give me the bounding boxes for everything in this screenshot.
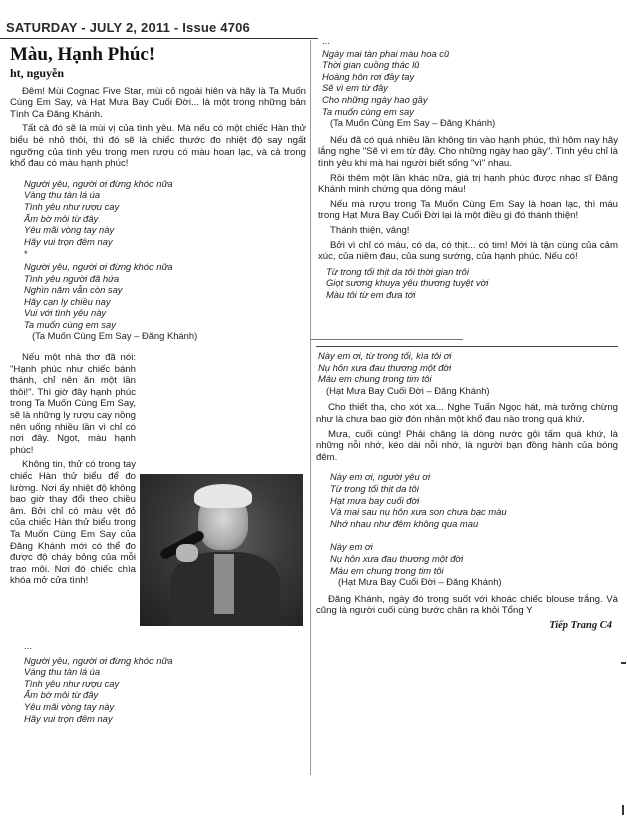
lyric-line: Ngày mai tàn phai màu hoa cũ [322, 47, 450, 59]
left-column-bottom [10, 641, 306, 727]
lyrics-verse-5 [326, 266, 618, 301]
lyrics-verse-4 [322, 48, 618, 129]
lyric-line: Hoàng hôn rơi đầy tay [322, 70, 415, 82]
closing-paragraph: Đăng Khánh, ngày đó trong suốt với khoác chiếc blouse trắng. Và cũng là người cuối cùng bước chân ra khỏi Tổng Y [316, 593, 618, 617]
issue-header: SATURDAY - JULY 2, 2011 - Issue 4706 [6, 20, 250, 35]
ellipsis: ... [322, 36, 330, 47]
lyric-line: Ấm bờ môi từ đây [24, 212, 99, 224]
intro-paragraph: Tất cả đó sẽ là mùi vị của tình yêu. Mà nếu có một chiếc Hàn thử biểu bé nhỏ thôi, thì đó sẽ là chiếc thước đo nhiệt độ say ngất ngưỡng của tình yêu trong men rượu có màu hoan lạc, và cả trong khổ đau có màu hạnh phúc! [10, 123, 306, 170]
lyrics-verse-7 [330, 471, 618, 529]
lyric-line: Ta muốn cùng em say [322, 105, 414, 117]
lyric-line: Từ trong tối thịt da tôi [330, 482, 419, 494]
edge-mark [622, 805, 624, 815]
lyric-line: Cho những ngày hao gầy [322, 93, 428, 105]
body-paragraph: Nếu đã có quá nhiều lần không tin vào hạnh phúc, thì hôm nay hãy lắng nghe "Sẽ vì em từ đây. Cho những ngày hao gầy". Tình yêu chỉ là tình yêu khi mà hai người biết sống "vì" nhau. [318, 134, 618, 169]
lyric-line: Nụ hôn xưa đau thương một đời [318, 361, 452, 373]
edge-mark [621, 662, 626, 664]
article-title: Màu, Hạnh Phúc! [10, 44, 156, 65]
clipping-edge-rule [311, 339, 463, 340]
body-paragraph: Nếu mà rượu trong Ta Muốn Cùng Em Say là hoan lạc, thì máu trong Hạt Mưa Bay Cuối Đời lại là một điều gì đó thánh thiện! [318, 198, 618, 222]
right-column-bottom [316, 346, 618, 631]
singer-photo [140, 474, 303, 626]
header-rule [0, 38, 318, 39]
lyric-line: Này em ơi [330, 541, 373, 553]
song-credit: (Hạt Mưa Bay Cuối Đời – Đăng Khánh) [326, 384, 490, 396]
lyric-line: Vàng thu tàn lá úa [24, 666, 101, 678]
song-credit: (Ta Muốn Cùng Em Say – Đăng Khánh) [330, 117, 496, 129]
lyric-line: Tình yêu người đã hứa [24, 272, 120, 284]
body-paragraph: Nếu một nhà thơ đã nói: "Hạnh phúc như chiếc bánh thánh, chỉ nên ăn một lần thôi!". Thì giờ đây hạnh phúc trong Ta Muốn Cùng Em Say, sẽ là những ly rượu cay nồng nên uống nhiều lần vì chỉ có nơi đây. Ngọt, màu hạnh phúc! [10, 352, 136, 456]
body-paragraph: Mưa, cuối cùng! Phải chăng là dòng nước gội tấm quá khứ, là những nỗi nhớ, kéo dài nỗi nhớ, là người bạn đồng hành của bóng đêm. [316, 428, 618, 463]
lyric-line: Hạt mưa bay cuối đời [330, 494, 420, 506]
lyric-line: Sẽ vì em từ đây [322, 82, 388, 94]
lyric-line: Từ trong tối thịt da tôi thời gian trôi [326, 265, 469, 277]
lyric-line: Nụ hôn xưa đau thương một đời [330, 552, 464, 564]
lyric-line: Yêu mãi vòng tay này [24, 700, 115, 712]
lyric-line: Ấm bờ môi từ đây [24, 689, 99, 701]
lyric-line: Vui với tình yêu này [24, 307, 107, 319]
article-byline: ht, nguyễn [10, 66, 65, 80]
right-column-top [318, 36, 618, 303]
lyric-line: Người yêu, người ơi đừng khóc nữa [24, 654, 173, 666]
body-paragraph: Bởi vì chỉ có máu, có da, có thịt... có tim! Mới là tận cùng của cảm xúc, của niềm đau, của sung sướng, của hạnh phúc. Nếu có! [318, 239, 618, 263]
lyric-line: Máu em chung trong tim tôi [330, 564, 444, 576]
body-paragraph: Thánh thiện, vâng! [330, 224, 410, 236]
lyric-line: Thời gian cuồng thác lũ [322, 59, 420, 71]
lyric-line: Ta muốn cùng em say [24, 318, 116, 330]
ellipsis: ... [24, 641, 32, 652]
lyric-line: Giọt sương khuya yêu thương tuyệt vời [326, 277, 489, 289]
lyric-line: Nhớ nhau như đêm không qua mau [330, 517, 479, 529]
photo-shirt [214, 554, 234, 614]
body-paragraph: Không tin, thử có trong tay chiếc Hàn thử biểu để đo lường. Nơi ấy nhiệt độ không bao giờ thay đổi theo chiều âm. Bởi chỉ có màu vệt đỏ của chiếc Hàn thử biểu trong Ta Muốn Cùng Em Say của Đăng Khánh mới có thể đo được độ cháy bỏng của mỗi trao môi. Nơi đó chiếc chìa khóa mở cửa tình! [10, 459, 136, 587]
lyric-line: Và mai sau nụ hôn xưa son chưa bạc màu [330, 506, 507, 518]
lyric-line: Tình yêu như rượu cay [24, 200, 120, 212]
lyric-line: Tình yêu như rượu cay [24, 677, 120, 689]
verse-separator: * [24, 248, 28, 260]
lyric-line: Hãy vui trọn đêm nay [24, 712, 113, 724]
lyric-line: Màu tôi từ em đưa tới [326, 288, 416, 300]
lyrics-verse-8 [330, 541, 618, 587]
song-credit: (Ta Muốn Cùng Em Say – Đăng Khánh) [32, 330, 198, 342]
photo-hair [194, 484, 252, 508]
lyric-line: Này em ơi, người yêu ơi [330, 471, 431, 483]
lyric-line: Yêu mãi vòng tay này [24, 224, 115, 236]
lyric-line: Hãy vui trọn đêm nay [24, 235, 113, 247]
lyrics-verse-6 [318, 350, 618, 396]
body-paragraph: Rồi thêm một lần khác nữa, giá trị hạnh phúc được nhạc sĩ Đăng Khánh minh chứng qua dòng máu! [318, 172, 618, 196]
lyric-line: Máu em chung trong tim tôi [318, 373, 432, 385]
wrap-text-block [10, 352, 136, 587]
body-paragraph: Cho thiết tha, cho xót xa... Nghe Tuấn Ngọc hát, mà tưởng chừng như là chưa bao giờ đón nhận một khổ đau nào trong quá khứ. [316, 402, 618, 425]
lyrics-verse-1 [24, 178, 306, 342]
lyric-line: Vàng thu tàn lá úa [24, 189, 101, 201]
continued-notice: Tiếp Trang C4 [549, 619, 612, 631]
lyrics-verse-3 [24, 655, 306, 725]
column-divider [310, 40, 311, 775]
song-credit: (Hạt Mưa Bay Cuối Đời – Đăng Khánh) [338, 576, 502, 588]
lyric-line: Hãy cạn ly chiều nay [24, 295, 111, 307]
lyric-line: Người yêu, người ơi đừng khóc nữa [24, 260, 173, 272]
photo-hand [176, 544, 198, 562]
lyric-line: Người yêu, người ơi đừng khóc nữa [24, 177, 173, 189]
lyric-line: Nghìn năm vẫn còn say [24, 284, 123, 296]
intro-paragraph: Đêm! Mùi Cognac Five Star, mùi cỏ ngoài hiên và hãy là Ta Muốn Cùng Em Say, và Hạt Mưa Bay Cuối Đời... là một trong những bản Tình Ca Đăng Khánh. [10, 85, 306, 120]
lyric-line: Này em ơi, từ trong tối, kìa tôi ơi [318, 350, 452, 361]
